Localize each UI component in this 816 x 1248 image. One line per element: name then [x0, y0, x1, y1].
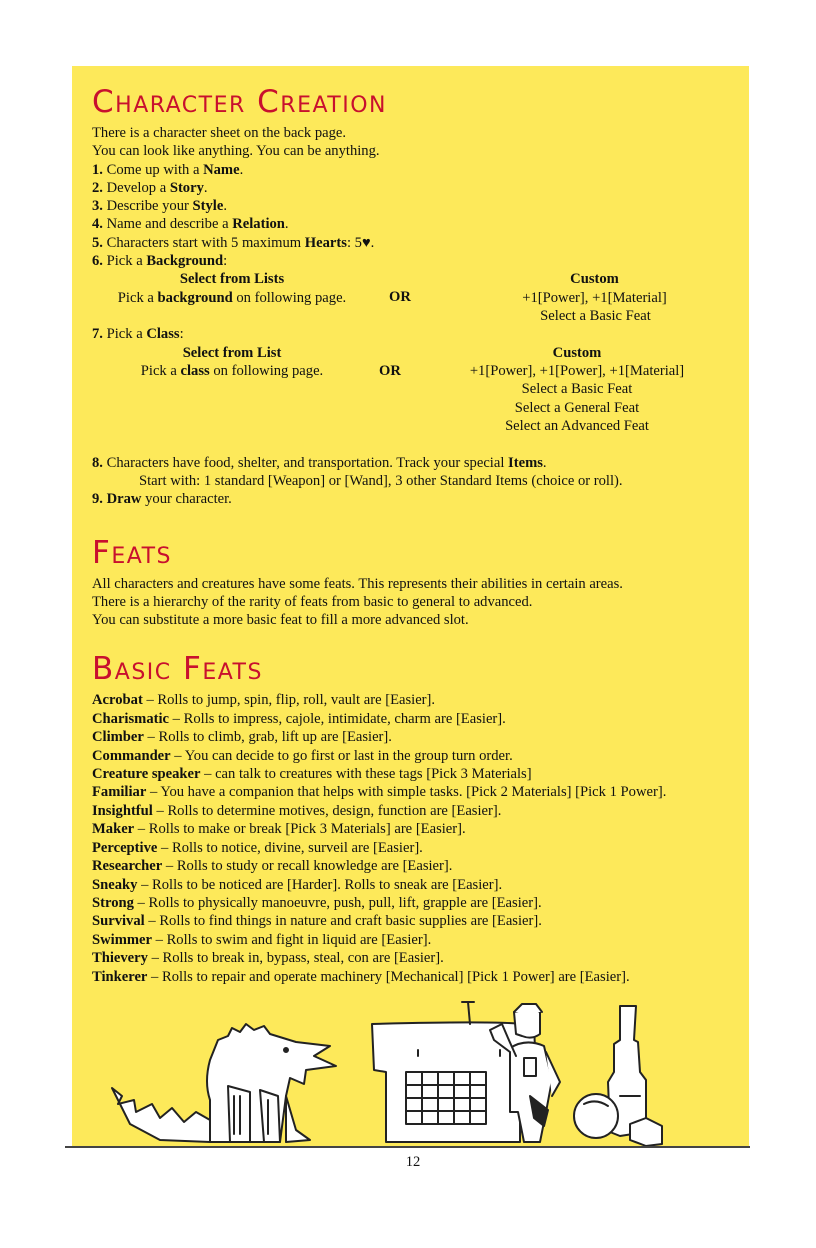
column-heading: Select from Lists [179, 271, 285, 288]
creation-step: 5. Characters start with 5 maximum Hearts: 5♥. [92, 234, 375, 251]
feat-item: Acrobat – Rolls to jump, spin, flip, roll, vault are [Easier]. [92, 692, 436, 709]
feat-item: Charismatic – Rolls to impress, cajole, intimidate, charm are [Easier]. [92, 710, 506, 727]
feat-item: Tinkerer – Rolls to repair and operate machinery [Mechanical] [Pick 1 Power] are [Easier]. [92, 968, 630, 985]
feats-heading: Feats [92, 534, 172, 571]
creation-step: 7. Pick a Class: [92, 326, 184, 343]
feat-item: Commander – You can decide to go first or last in the group turn order. [92, 747, 513, 764]
intro-line: You can look like anything. You can be anything. [92, 143, 380, 160]
feat-item: Maker – Rolls to make or break [Pick 3 Materials] are [Easier]. [92, 821, 466, 838]
creation-step: 9. Draw your character. [92, 491, 232, 508]
feat-item: Swimmer – Rolls to swim and fight in liquid are [Easier]. [92, 931, 432, 948]
feat-item: Thievery – Rolls to break in, bypass, steal, con are [Easier]. [92, 950, 444, 967]
class-list-column: Select from List Pick a class on following page. [140, 344, 324, 379]
column-heading: Custom [570, 271, 619, 288]
basic-feats-heading: Basic Feats [92, 651, 263, 688]
feat-item: Researcher – Rolls to study or recall knowledge are [Easier]. [92, 858, 453, 875]
basic-feats-list [92, 691, 732, 986]
column-heading: Custom [552, 344, 602, 361]
creation-step: 2. Develop a Story. [92, 179, 208, 196]
feat-item: Familiar – You have a companion that helps with simple tasks. [Pick 2 Materials] [Pick 1 Power]. [92, 784, 667, 801]
creation-step: 6. Pick a Background: [92, 253, 228, 270]
feat-item: Strong – Rolls to physically manoeuvre, push, pull, lift, grapple are [Easier]. [92, 894, 542, 911]
illustration [100, 1000, 670, 1150]
or-label: OR [379, 362, 401, 379]
feat-item: Climber – Rolls to climb, grab, lift up are [Easier]. [92, 729, 392, 746]
step-sub-line: Start with: 1 standard [Weapon] or [Wand], 3 other Standard Items (choice or roll). [139, 472, 623, 489]
creation-step: 1. Come up with a Name. [92, 161, 244, 178]
dragon-illustration [112, 1024, 336, 1142]
feat-item: Creature speaker – can talk to creatures with these tags [Pick 3 Materials] [92, 766, 532, 783]
ground-line [65, 1146, 750, 1148]
feats-line: There is a hierarchy of the rarity of feats from basic to general to advanced. [92, 593, 533, 610]
character-creation-heading: Character Creation [92, 84, 388, 120]
or-label: OR [389, 289, 411, 306]
creation-step: 8. Characters have food, shelter, and transportation. Track your special Items. [92, 454, 547, 471]
class-custom-column: Custom +1[Power], +1[Power], +1[Material] Select a Basic Feat Select a General Feat Select an Advanced Feat [469, 344, 685, 434]
column-heading: Select from List [182, 344, 282, 361]
feat-item: Sneaky – Rolls to be noticed are [Harder]. Rolls to sneak are [Easier]. [92, 876, 503, 893]
feat-item: Insightful – Rolls to determine motives, design, function are [Easier]. [92, 802, 502, 819]
page-content [92, 80, 732, 986]
intro-line: There is a character sheet on the back page. [92, 125, 347, 141]
creation-step: 4. Name and describe a Relation. [92, 216, 289, 233]
class-choice [92, 344, 732, 436]
machinery-illustration [574, 1006, 662, 1146]
feat-item: Perceptive – Rolls to notice, divine, surveil are [Easier]. [92, 839, 423, 856]
feat-item: Survival – Rolls to find things in nature and craft basic supplies are [Easier]. [92, 913, 542, 930]
background-lists-column: Select from Lists Pick a background on following page. [117, 271, 347, 306]
background-custom-column: Custom +1[Power], +1[Material] Select a Basic Feat [522, 271, 667, 324]
feats-line: You can substitute a more basic feat to fill a more advanced slot. [92, 612, 469, 629]
creation-step: 3. Describe your Style. [92, 198, 227, 215]
page-number: 12 [405, 1154, 421, 1170]
feats-line: All characters and creatures have some feats. This represents their abilities in certain areas. [92, 575, 623, 592]
background-choice [92, 270, 732, 325]
